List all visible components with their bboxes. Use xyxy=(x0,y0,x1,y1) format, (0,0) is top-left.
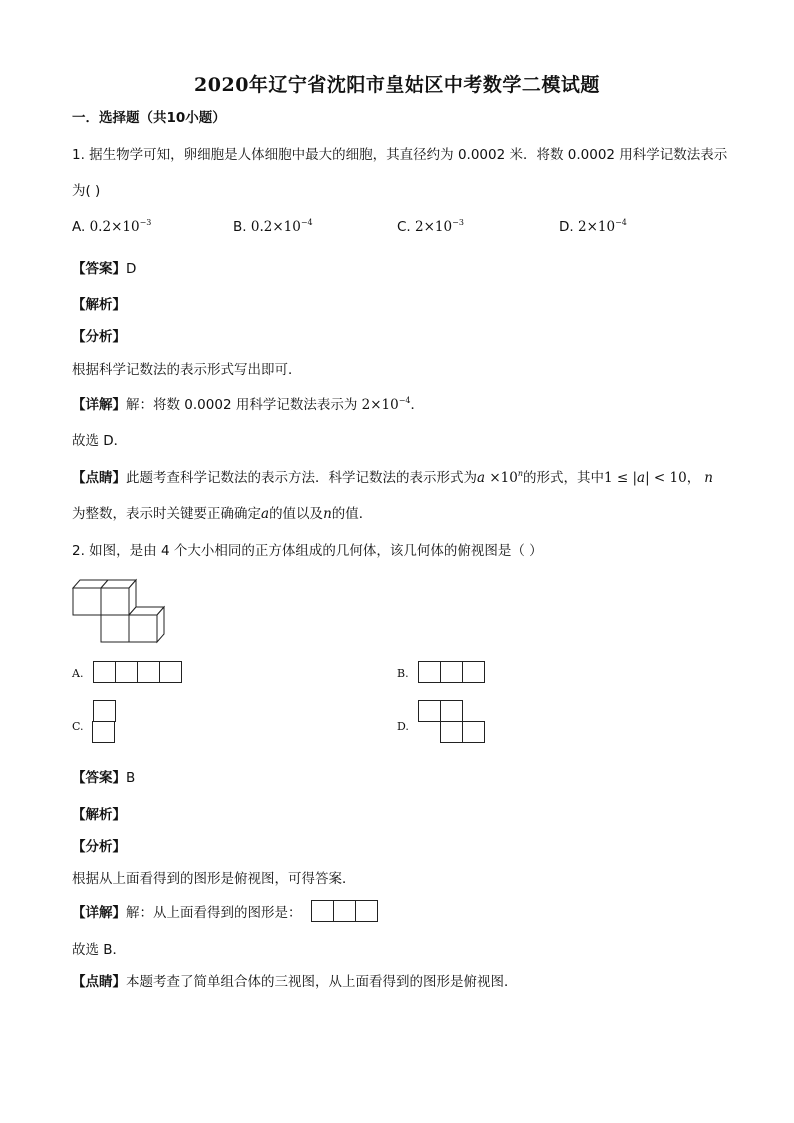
q1-detail: 【详解】解：将数 0.0002 用科学记数法表示为 $2\times 10^{-4}$． xyxy=(72,396,425,413)
q2-option-c-figure xyxy=(93,700,116,743)
cube-front-face xyxy=(101,615,129,642)
grid-cell xyxy=(418,661,441,683)
cube-figure xyxy=(70,576,166,644)
q1-dianjing-line1: 【点睛】此题考查科学记数法的表示方法．科学记数法的表示形式为$a \times 10^n$的形式，其中1 ≤ |a| < 10， n xyxy=(72,469,713,486)
q1-jiexi-tag: 【解析】 xyxy=(72,297,126,313)
q2-option-d-figure xyxy=(418,700,485,743)
grid-cell xyxy=(93,700,116,722)
page-title: 2020年辽宁省沈阳市皇姑区中考数学二模试题 xyxy=(194,74,600,96)
q1-fenxi-tag: 【分析】 xyxy=(72,329,126,345)
grid-cell xyxy=(440,700,463,722)
q2-option-c-label: C. xyxy=(72,720,84,733)
q1-conclusion: 故选 D． xyxy=(72,433,128,449)
q1-option-b: B. $0.2\times 10^{-4}$ xyxy=(233,218,313,235)
grid-cell xyxy=(462,661,485,683)
grid-cell xyxy=(440,661,463,683)
cube-front-face xyxy=(101,588,129,615)
q2-option-b-label: B. xyxy=(397,667,409,680)
q2-option-d-label: D. xyxy=(397,720,409,733)
grid-cell xyxy=(355,900,378,922)
q2-answer: 【答案】B xyxy=(72,770,136,786)
grid-cell xyxy=(333,900,356,922)
q2-stem: 2. 如图，是由 4 个大小相同的正方体组成的几何体，该几何体的俯视图是（ ） xyxy=(72,543,543,559)
q1-stem-line2: 为( ) xyxy=(72,183,101,199)
grid-cell xyxy=(92,721,115,743)
cube-front-face xyxy=(73,588,101,615)
q1-option-d: D. $2\times 10^{-4}$ xyxy=(559,218,627,235)
q2-option-a-figure xyxy=(93,661,182,683)
q2-fenxi-tag: 【分析】 xyxy=(72,839,126,855)
q1-option-a: A. $0.2\times 10^{-3}$ xyxy=(72,218,152,235)
q1-option-c: C. $2\times 10^{-3}$ xyxy=(397,218,464,235)
q2-option-b-figure xyxy=(418,661,485,683)
q1-dianjing-line2: 为整数，表示时关键要正确确定a的值以及n的值． xyxy=(72,506,373,522)
grid-cell xyxy=(159,661,182,683)
grid-cell xyxy=(440,721,463,743)
q2-detail: 【详解】解：从上面看得到的图形是： xyxy=(72,905,302,921)
q2-jiexi-tag: 【解析】 xyxy=(72,807,126,823)
grid-cell xyxy=(462,721,485,743)
grid-cell xyxy=(93,661,116,683)
q1-fenxi-text: 根据科学记数法的表示形式写出即可． xyxy=(72,362,302,378)
cube-front-face xyxy=(129,615,157,642)
q2-conclusion: 故选 B． xyxy=(72,942,127,958)
section-heading: 一．选择题（共10小题） xyxy=(72,110,226,126)
q2-option-a-label: A. xyxy=(72,667,84,680)
grid-cell xyxy=(115,661,138,683)
grid-cell xyxy=(137,661,160,683)
grid-cell xyxy=(311,900,334,922)
grid-cell xyxy=(418,700,441,722)
q2-detail-figure xyxy=(311,900,378,922)
q2-dianjing: 【点睛】本题考查了简单组合体的三视图，从上面看得到的图形是俯视图． xyxy=(72,974,518,990)
q2-fenxi-text: 根据从上面看得到的图形是俯视图，可得答案． xyxy=(72,871,356,887)
q1-answer: 【答案】D xyxy=(72,261,137,277)
q1-stem-line1: 1. 据生物学可知，卵细胞是人体细胞中最大的细胞，其直径约为 0.0002 米．将数 0.0002 用科学记数法表示 xyxy=(72,147,728,163)
